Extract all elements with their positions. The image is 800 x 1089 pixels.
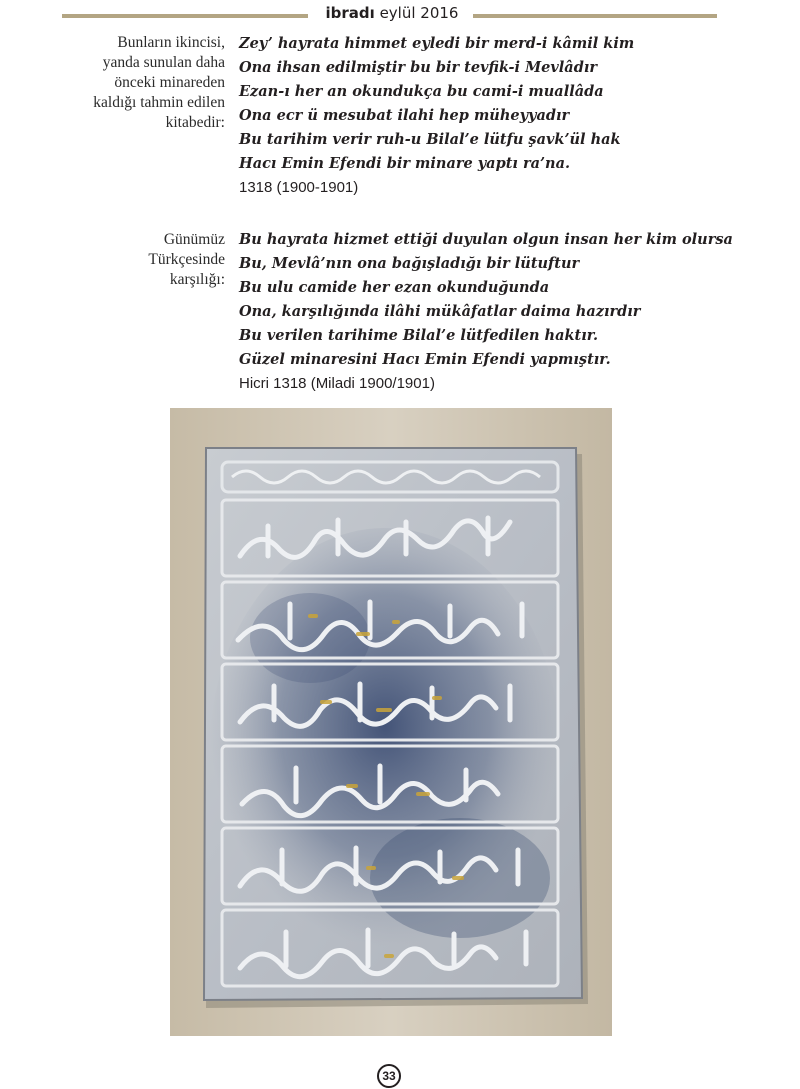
verse-line: Ona ecr ü mesubat ilahi hep müheyyadır [239, 107, 570, 124]
magazine-name: ibradı [325, 4, 375, 22]
verse-line: Bu hayrata hizmet ettiği duyulan olgun insan her kim olursa [239, 231, 733, 248]
verse-line: Ona, karşılığında ilâhi mükâfatlar daima hazırdır [239, 303, 641, 320]
caption-line: önceki minareden [114, 74, 225, 91]
caption-original [93, 33, 225, 133]
original-inscription [239, 32, 634, 200]
header-title [318, 3, 466, 23]
verse-line: Bu ulu camide her ezan okunduğunda [239, 279, 550, 296]
verse-line: Ezan-ı her an okundukça bu cami-i muallâda [239, 83, 604, 100]
caption-line: Türkçesinde [148, 251, 225, 268]
verse-line: Zey’ hayrata himmet eyledi bir merd-i kâmil kim [239, 35, 635, 52]
verse-line: Ona ihsan edilmiştir bu bir tevfik-i Mevlâdır [239, 59, 597, 76]
verse-line: Hacı Emin Efendi bir minare yaptı ra’na. [239, 155, 571, 172]
caption-line: karşılığı: [169, 271, 225, 288]
verse-line: Güzel minaresini Hacı Emin Efendi yapmıştır. [239, 351, 611, 368]
inscription-date: 1318 (1900-1901) [239, 179, 359, 196]
inscription-tablet-illustration [170, 408, 612, 1036]
inscription-photo [170, 408, 612, 1036]
verse-line: Bu verilen tarihime Bilal’e lütfedilen haktır. [239, 327, 599, 344]
caption-line: kaldığı tahmin edilen [93, 94, 225, 111]
translation-date: Hicri 1318 (Miladi 1900/1901) [239, 375, 435, 392]
issue-date: eylül 2016 [379, 4, 459, 22]
page-number: 33 [377, 1064, 401, 1088]
header-rule-right [473, 14, 717, 18]
caption-line: Bunların ikincisi, [117, 34, 225, 51]
caption-line: yanda sunulan daha [102, 54, 225, 71]
caption-line: Günümüz [163, 231, 225, 248]
verse-line: Bu tarihim verir ruh-u Bilal’e lütfu şavk’ül hak [239, 131, 621, 148]
caption-line: kitabedir: [165, 114, 225, 131]
header-rule-left [62, 14, 308, 18]
verse-line: Bu, Mevlâ’nın ona bağışladığı bir lütuftur [239, 255, 580, 272]
modern-translation [239, 228, 733, 396]
caption-modern [148, 230, 225, 290]
